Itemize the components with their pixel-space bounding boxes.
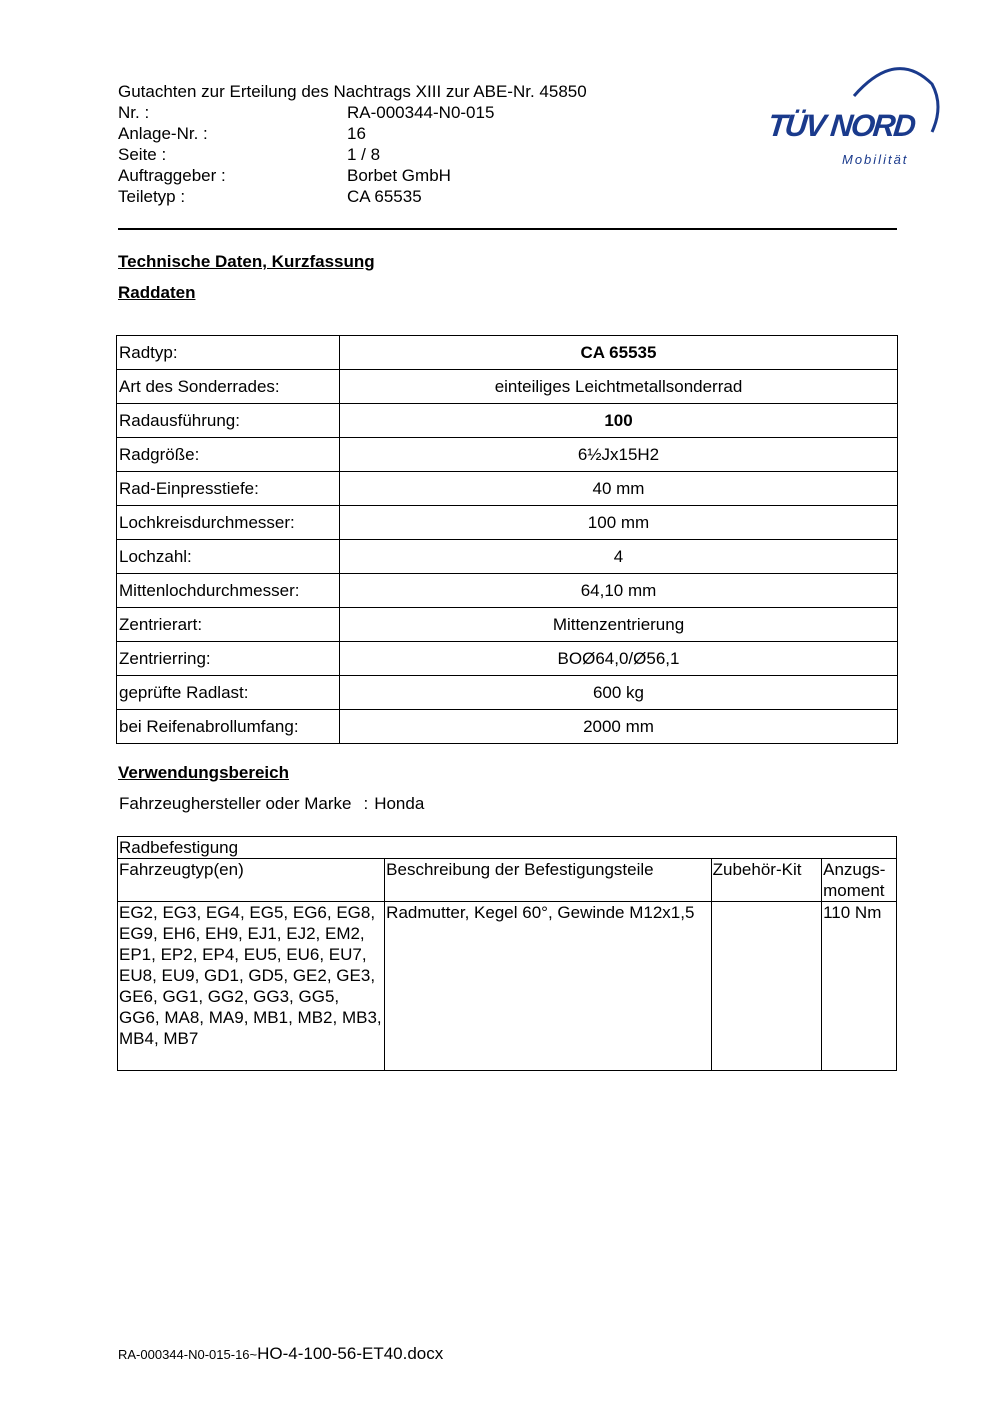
- header-label: Auftraggeber :: [118, 166, 226, 185]
- row-value: 64,10 mm: [340, 574, 898, 608]
- row-label: Radtyp:: [117, 336, 340, 370]
- table-row: [117, 336, 898, 370]
- document-title: Gutachten zur Erteilung des Nachtrags XIII zur ABE-Nr. 45850: [118, 82, 587, 101]
- row-value: 2000 mm: [340, 710, 898, 744]
- header-value: RA-000344-N0-015: [347, 103, 495, 122]
- table-row: [117, 540, 898, 574]
- row-value: BOØ64,0/Ø56,1: [340, 642, 898, 676]
- footer-filename: HO-4-100-56-ET40.docx: [257, 1344, 444, 1363]
- table-row: [117, 642, 898, 676]
- row-label: Lochzahl:: [117, 540, 340, 574]
- table-row: [117, 676, 898, 710]
- column-header: Zubehör-Kit: [711, 859, 821, 902]
- table-row: [117, 710, 898, 744]
- hersteller-label: Fahrzeughersteller oder Marke: [119, 794, 352, 813]
- row-value: CA 65535: [340, 336, 898, 370]
- table-row: [117, 472, 898, 506]
- row-value: 600 kg: [340, 676, 898, 710]
- table-row: [117, 370, 898, 404]
- table-row: [118, 902, 897, 1071]
- row-value: 6½Jx15H2: [340, 438, 898, 472]
- row-value: 40 mm: [340, 472, 898, 506]
- table-row: [117, 608, 898, 642]
- header-value: 1 / 8: [347, 145, 381, 164]
- row-label: Lochkreisdurchmesser:: [117, 506, 340, 540]
- beschreibung-cell: Radmutter, Kegel 60°, Gewinde M12x1,5: [385, 902, 711, 1071]
- table-title: Radbefestigung: [118, 837, 897, 859]
- section-title-raddaten: Raddaten: [118, 283, 196, 302]
- raddaten-table: [116, 335, 898, 744]
- column-header: Beschreibung der Befestigungsteile: [385, 859, 711, 902]
- header-row-teiletyp: [118, 186, 587, 207]
- row-label: Mittenlochdurchmesser:: [117, 574, 340, 608]
- footer-prefix: RA-000344-N0-015-16~: [118, 1347, 258, 1362]
- header-label: Seite :: [118, 145, 167, 164]
- section-title-technische-daten: Technische Daten, Kurzfassung: [118, 252, 375, 271]
- header-row-anlage: [118, 123, 587, 144]
- table-row: [117, 404, 898, 438]
- row-value: 100 mm: [340, 506, 898, 540]
- header-label: Anlage-Nr. :: [118, 124, 208, 143]
- row-label: geprüfte Radlast:: [117, 676, 340, 710]
- document-footer: [118, 1344, 443, 1364]
- row-label: Rad-Einpresstiefe:: [117, 472, 340, 506]
- hersteller-separator: :: [363, 794, 369, 813]
- hersteller-value: Honda: [374, 794, 425, 813]
- header-row-seite: [118, 144, 587, 165]
- table-row: [117, 506, 898, 540]
- logo-wordmark: TÜV NORD: [766, 108, 916, 143]
- radbefestigung-table: [117, 836, 897, 1071]
- row-label: Radausführung:: [117, 404, 340, 438]
- header-value: CA 65535: [347, 187, 422, 206]
- row-value: 4: [340, 540, 898, 574]
- anzugsmoment-cell: 110 Nm: [822, 902, 897, 1071]
- logo-subtitle: Mobilität: [842, 152, 909, 167]
- fahrzeughersteller-line: [119, 794, 424, 814]
- header-value: 16: [347, 124, 366, 143]
- header-row-auftraggeber: [118, 165, 587, 186]
- zubehoer-kit-cell: [711, 902, 821, 1071]
- table-header-row: [118, 859, 897, 902]
- row-label: Radgröße:: [117, 438, 340, 472]
- row-value: einteiliges Leichtmetallsonderrad: [340, 370, 898, 404]
- row-label: Art des Sonderrades:: [117, 370, 340, 404]
- table-row: [117, 574, 898, 608]
- tuv-nord-logo: [764, 58, 944, 170]
- header-label: Nr. :: [118, 103, 150, 122]
- section-title-verwendungsbereich: Verwendungsbereich: [118, 763, 289, 782]
- document-header: [118, 81, 587, 207]
- column-header: Fahrzeugtyp(en): [118, 859, 385, 902]
- table-row: [117, 438, 898, 472]
- row-value: Mittenzentrierung: [340, 608, 898, 642]
- header-divider: [118, 228, 897, 230]
- fahrzeugtypen-cell: EG2, EG3, EG4, EG5, EG6, EG8, EG9, EH6, EH9, EJ1, EJ2, EM2, EP1, EP2, EP4, EU5, EU6, EU7, EU8, EU9, GD1, GD5, GE2, GE3, GE6, GG1, GG2, GG3, GG5, GG6, MA8, MA9, MB1, MB2, MB3, MB4, MB7: [118, 902, 385, 1071]
- column-header: Anzugs-moment: [822, 859, 897, 902]
- header-value: Borbet GmbH: [347, 166, 451, 185]
- row-label: Zentrierring:: [117, 642, 340, 676]
- table-title-row: [118, 837, 897, 859]
- header-row-nr: [118, 102, 587, 123]
- row-label: Zentrierart:: [117, 608, 340, 642]
- row-label: bei Reifenabrollumfang:: [117, 710, 340, 744]
- row-value: 100: [340, 404, 898, 438]
- header-label: Teiletyp :: [118, 187, 186, 206]
